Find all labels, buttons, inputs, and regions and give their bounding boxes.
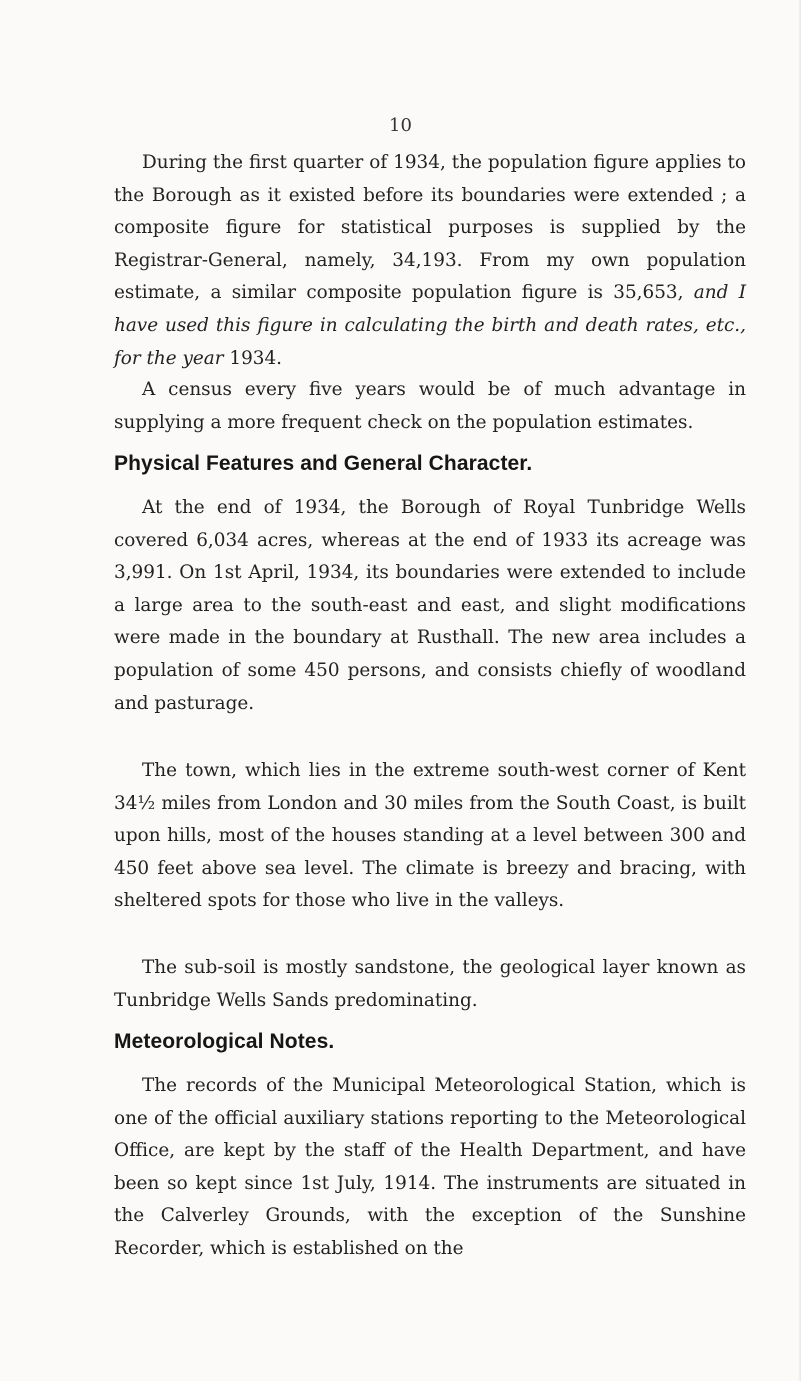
heading-physical-features: Physical Features and General Character. xyxy=(114,452,533,475)
paragraph-sub-soil: The sub-soil is mostly sandstone, the geological layer known as Tunbridge Wells Sands predominating. xyxy=(114,957,746,1011)
heading-meteorological-notes: Meteorological Notes. xyxy=(114,1030,335,1053)
paragraph-meteorological-station: The records of the Municipal Meteorological Station, which is one of the official auxiliary stations reporting to the Meteorological Office, are kept by the staff of the Health Department, and have been so kept since 1st July, 1914. The instruments are situated in the Calverley Grounds, with the exception of the Sunshine Recorder, which is established on the xyxy=(114,1075,746,1259)
paragraph-town-location: The town, which lies in the extreme south-west corner of Kent 34½ miles from London and 30 miles from the South Coast, is built upon hills, most of the houses standing at a level between 300 and 450 feet above sea level. The climate is breezy and bracing, with sheltered spots for those who live in the valleys. xyxy=(114,760,746,912)
paragraph-population-italic: and I have used this figure in calculating the birth and death rates, etc., for the year xyxy=(114,282,746,369)
page-number: 10 xyxy=(389,115,412,136)
paragraph-population-start: During the first quarter of 1934, the population figure applies to the Borough as it existed before its boundaries were extended ; a composite figure for statistical purposes is supplied by the Registrar-General, namely, 34,193. From my own population estimate, a similar composite population figure is 35,653, xyxy=(114,152,746,304)
paragraph-boundaries: At the end of 1934, the Borough of Royal Tunbridge Wells covered 6,034 acres, whereas at the end of 1933 its acreage was 3,991. On 1st April, 1934, its boundaries were extended to include a large area to the south-east and east, and slight modifications were made in the boundary at Rusthall. The new area includes a population of some 450 persons, and consists chiefly of woodland and pasturage. xyxy=(114,497,746,714)
paragraph-census: A census every five years would be of much advantage in supplying a more frequent check on the population estimates. xyxy=(114,379,746,433)
paragraph-population-end: 1934. xyxy=(229,347,283,369)
paragraph-population xyxy=(114,147,746,375)
